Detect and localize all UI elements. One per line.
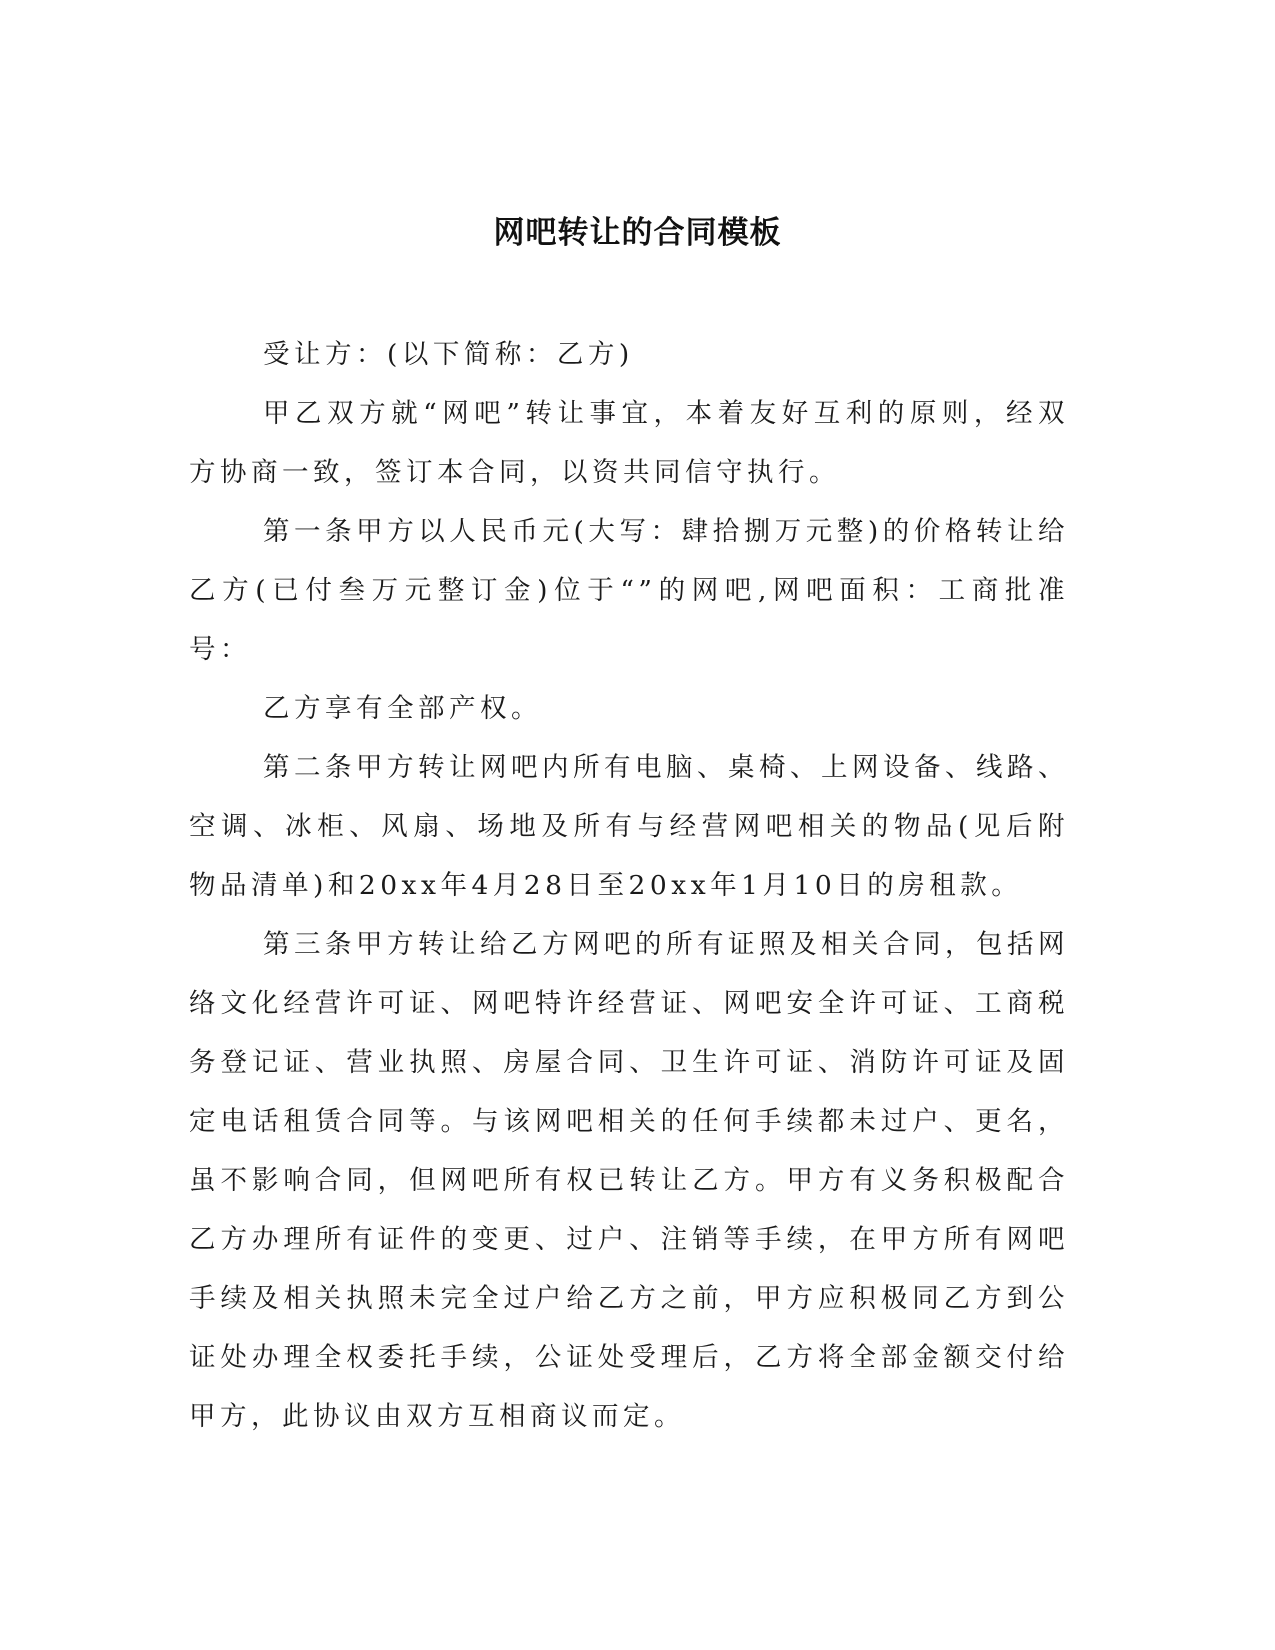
paragraph-preamble: 甲乙双方就“网吧”转让事宜，本着友好互利的原则，经双方协商一致，签订本合同，以资共同信守执行。 <box>189 398 1069 488</box>
paragraph-transferee: 受让方：(以下简称：乙方) <box>263 339 634 370</box>
paragraph-article-2: 第二条甲方转让网吧内所有电脑、桌椅、上网设备、线路、空调、冰柜、风扇、场地及所有与经营网吧相关的物品(见后附物品清单)和20xx年4月28日至20xx年1月10日的房租款。 <box>189 752 1069 901</box>
document-title: 网吧转让的合同模板 <box>493 215 782 251</box>
paragraph-ownership: 乙方享有全部产权。 <box>263 693 542 724</box>
document-body <box>189 325 1069 1446</box>
paragraph-article-3: 第三条甲方转让给乙方网吧的所有证照及相关合同，包括网络文化经营许可证、网吧特许经营证、网吧安全许可证、工商税务登记证、营业执照、房屋合同、卫生许可证、消防许可证及固定电话租赁合同等。与该网吧相关的任何手续都未过户、更名，虽不影响合同，但网吧所有权已转让乙方。甲方有义务积极配合乙方办理所有证件的变更、过户、注销等手续，在甲方所有网吧手续及相关执照未完全过户给乙方之前，甲方应积极同乙方到公证处办理全权委托手续，公证处受理后，乙方将全部金额交付给甲方，此协议由双方互相商议而定。 <box>189 929 1069 1432</box>
paragraph-article-1: 第一条甲方以人民币元(大写：肆拾捌万元整)的价格转让给乙方(已付叁万元整订金)位于“”的网吧,网吧面积：工商批准号： <box>189 516 1069 665</box>
